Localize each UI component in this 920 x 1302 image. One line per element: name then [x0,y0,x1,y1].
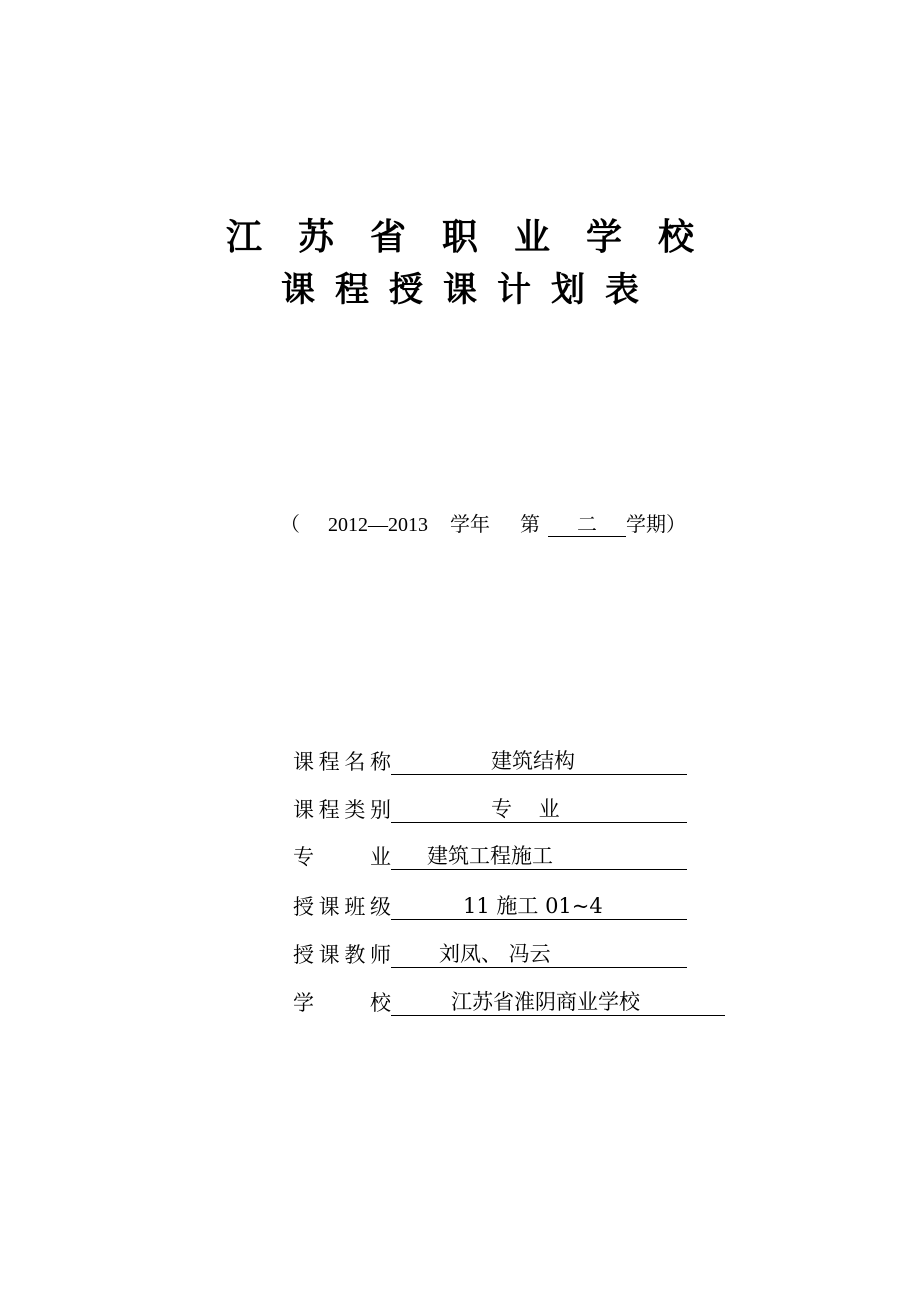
course-name-label: 课程名称 [293,750,391,774]
teacher-label: 授课教师 [293,943,391,967]
term-xuenian: 学年 [450,512,490,536]
term-di: 第 [520,512,540,536]
course-type-value: 专 业 [391,795,687,823]
class-value: 11 施工 01~4 [391,892,687,920]
course-name-row [293,747,687,777]
course-type-row [293,795,687,825]
teacher-row [293,940,687,970]
plan-title: 课程授课计划表 [281,270,659,310]
term-years: 2012—2013 [328,514,428,536]
course-type-label: 课程类别 [293,798,391,822]
school-label: 学校 [293,991,391,1015]
school-value: 江苏省淮阴商业学校 [391,988,725,1016]
teacher-value: 刘凤、 冯云 [391,940,687,968]
course-name-value: 建筑结构 [391,747,687,775]
term-xueqi: 学期） [626,512,686,536]
class-row [293,892,687,922]
major-label: 专业 [293,845,391,869]
school-title: 江苏省职业学校 [225,216,730,258]
class-label: 授课班级 [293,895,391,919]
school-row [293,988,725,1018]
major-row [293,842,687,872]
term-semester-value: 二 [548,512,626,537]
term-open-paren: （ [280,512,300,536]
major-value: 建筑工程施工 [391,842,687,870]
term-line [280,510,686,539]
